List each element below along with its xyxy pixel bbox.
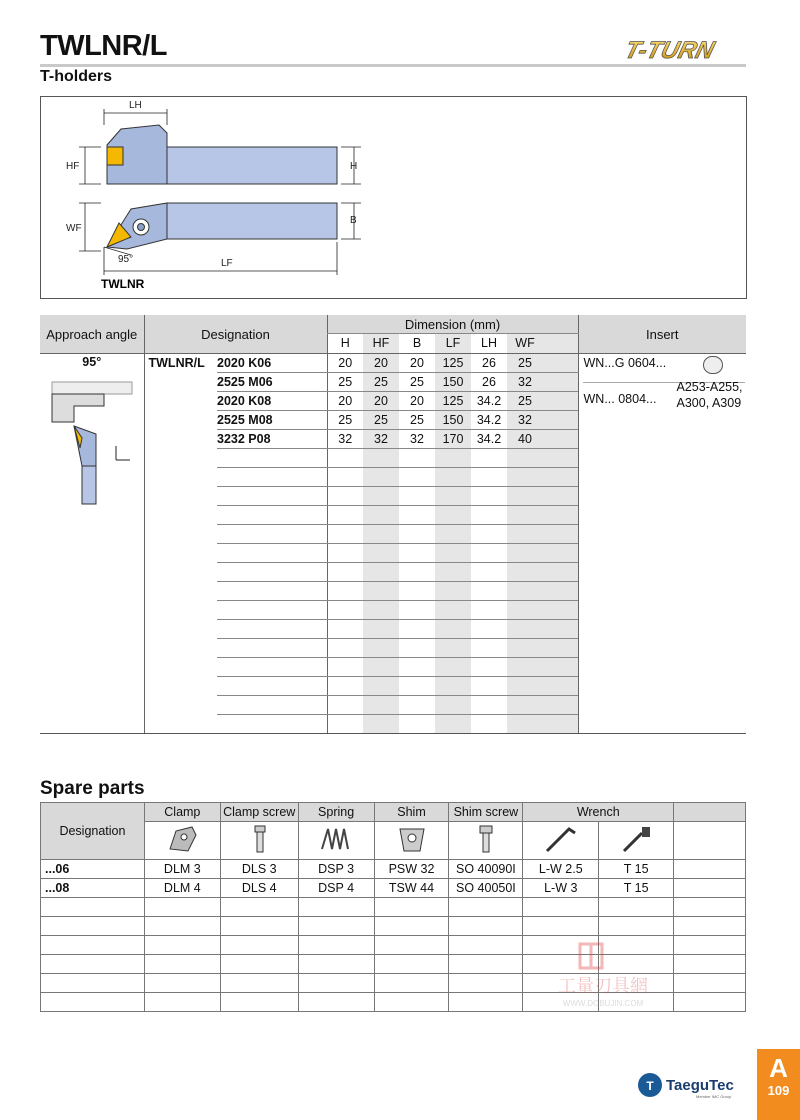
svg-text:95°: 95°: [118, 254, 134, 265]
dim-lh-value: 34.2: [471, 392, 507, 411]
dim-lf-value: 125: [435, 354, 471, 373]
spare-header-spring: Spring: [298, 803, 374, 822]
spare-shim: TSW 44: [374, 879, 449, 898]
clamp-screw-icon: [220, 822, 298, 860]
spare-des: ...08: [41, 879, 145, 898]
approach-angle-header: Approach angle: [40, 315, 144, 354]
approach-angle-value: 95°: [40, 354, 144, 734]
svg-text:T: T: [646, 1079, 654, 1093]
designation-code: 2020 K06: [217, 354, 327, 373]
section-page-tab: [757, 1049, 800, 1120]
spare-header-shim: Shim: [374, 803, 449, 822]
approach-angle-icon: [44, 378, 140, 508]
dim-col-hf: HF: [363, 334, 399, 354]
designation-code: 3232 P08: [217, 430, 327, 449]
insert-ref-line1: A253-A255,: [676, 380, 743, 394]
spare-shim: PSW 32: [374, 860, 449, 879]
dim-col-wf: WF: [507, 334, 543, 354]
dim-lh-value: 26: [471, 354, 507, 373]
family-code: TWLNR/L: [144, 354, 217, 373]
magnifier-icon: [703, 356, 723, 374]
designation-code: 2020 K08: [217, 392, 327, 411]
dim-lf-value: 170: [435, 430, 471, 449]
page-number: 109: [767, 1083, 790, 1098]
spare-header-shim-screw: Shim screw: [449, 803, 523, 822]
dim-col-lf: LF: [435, 334, 471, 354]
torx-wrench-icon: [599, 822, 674, 860]
spare-clamp-screw: DLS 4: [220, 879, 298, 898]
svg-text:WWW.DGBUJIN.COM: WWW.DGBUJIN.COM: [562, 999, 644, 1008]
dimension-header: Dimension (mm): [327, 315, 578, 334]
dim-hf-value: 32: [363, 430, 399, 449]
dim-col-h: H: [327, 334, 363, 354]
spare-shim-screw: SO 40050I: [449, 879, 523, 898]
dim-wf-value: 40: [507, 430, 543, 449]
svg-text:B: B: [350, 215, 357, 226]
spare-wrench1: L-W 2.5: [523, 860, 599, 879]
dim-b-value: 25: [399, 411, 435, 430]
shim-icon: [374, 822, 449, 860]
dim-lf-value: 150: [435, 373, 471, 392]
svg-text:LF: LF: [221, 258, 233, 269]
dim-col-b: B: [412, 336, 422, 351]
dim-b-value: 20: [399, 354, 435, 373]
dim-h-value: 25: [327, 411, 363, 430]
spare-clamp: DLM 4: [144, 879, 220, 898]
dim-lf-value: 125: [435, 392, 471, 411]
svg-text:WF: WF: [66, 223, 82, 234]
insert-cell: [578, 354, 746, 734]
dim-lh-value: 34.2: [471, 430, 507, 449]
spare-clamp-screw: DLS 3: [220, 860, 298, 879]
holder-table: [40, 315, 746, 734]
dim-wf-value: 25: [507, 392, 543, 411]
spring-icon: [298, 822, 374, 860]
spare-parts-title: Spare parts: [40, 778, 145, 799]
dim-lf-value: 150: [435, 411, 471, 430]
dim-lh-value: 34.2: [471, 411, 507, 430]
spare-row: [41, 860, 746, 879]
designation-code: 2525 M06: [217, 373, 327, 392]
hex-wrench-icon: [523, 822, 599, 860]
designation-header: Designation: [144, 315, 327, 354]
svg-text:H: H: [350, 161, 358, 172]
dim-h-value: 20: [327, 354, 363, 373]
spare-spring: DSP 4: [298, 879, 374, 898]
dim-h-value: 25: [327, 373, 363, 392]
spare-header-clamp: Clamp: [144, 803, 220, 822]
dim-hf-value: 20: [363, 354, 399, 373]
dim-hf-value: 20: [363, 392, 399, 411]
dim-wf-value: 32: [507, 373, 543, 392]
table-row: [40, 354, 746, 373]
dim-h-value: 32: [327, 430, 363, 449]
section-letter: A: [769, 1053, 788, 1083]
svg-text:工量刃具網: 工量刃具網: [558, 976, 648, 997]
insert-08: WN... 0804...: [583, 392, 657, 406]
title-rule: [40, 64, 746, 67]
spare-designation-header: Designation: [41, 803, 145, 860]
spare-shim-screw: SO 40090I: [449, 860, 523, 879]
designation-code: 2525 M08: [217, 411, 327, 430]
spare-spring: DSP 3: [298, 860, 374, 879]
spare-row: [41, 879, 746, 898]
svg-text:T-TURN: T-TURN: [621, 37, 718, 64]
spare-header-wrench: Wrench: [523, 803, 674, 822]
dim-col-lh: LH: [481, 336, 497, 351]
spare-des: ...06: [41, 860, 145, 879]
spare-wrench1: L-W 3: [523, 879, 599, 898]
spare-clamp: DLM 3: [144, 860, 220, 879]
clamp-icon: [144, 822, 220, 860]
shim-screw-icon: [449, 822, 523, 860]
dim-wf-value: 32: [507, 411, 543, 430]
dim-h-value: 20: [327, 392, 363, 411]
svg-text:Member IMC Group: Member IMC Group: [696, 1094, 732, 1099]
page-subtitle: T-holders: [40, 68, 113, 85]
spare-row: [41, 898, 746, 917]
spare-row: [41, 917, 746, 936]
svg-text:LH: LH: [129, 100, 142, 111]
watermark: [528, 940, 678, 1010]
insert-06: WN...G 0604...: [583, 356, 667, 370]
dim-b-value: 20: [399, 392, 435, 411]
insert-ref-line2: A300, A309: [676, 396, 742, 410]
holder-schematic: [41, 97, 746, 298]
page-title: TWLNR/L: [40, 30, 167, 62]
svg-text:TaeguTec: TaeguTec: [666, 1077, 734, 1094]
dim-wf-value: 25: [507, 354, 543, 373]
taegutec-logo: [636, 1070, 754, 1100]
dim-b-value: 25: [399, 373, 435, 392]
spare-wrench2: T 15: [599, 879, 674, 898]
dim-b-value: 32: [399, 430, 435, 449]
svg-text:HF: HF: [66, 161, 80, 172]
spare-wrench2: T 15: [599, 860, 674, 879]
insert-header: Insert: [578, 315, 746, 354]
holder-drawing: [40, 96, 747, 299]
spare-header-clamp-screw: Clamp screw: [220, 803, 298, 822]
dim-hf-value: 25: [363, 411, 399, 430]
drawing-caption: TWLNR: [101, 277, 145, 291]
dim-hf-value: 25: [363, 373, 399, 392]
t-turn-logo: [618, 34, 748, 64]
dim-lh-value: 26: [471, 373, 507, 392]
